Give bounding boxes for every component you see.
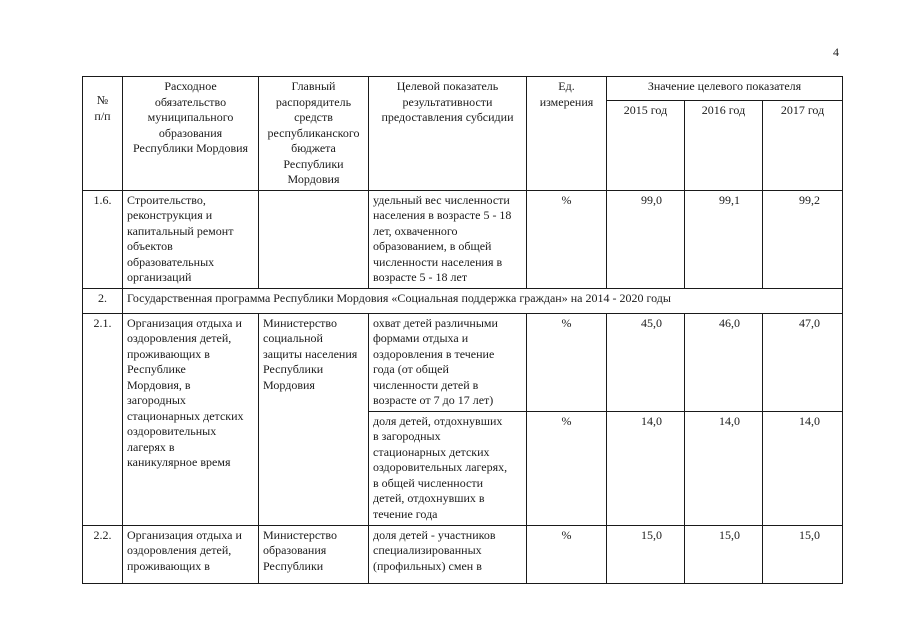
header-year-2016: 2016 год: [685, 101, 763, 190]
row-unit: %: [527, 190, 607, 288]
row-obligation-text: Строительство, реконструкция и капитальный ремонт объектов образовательных организаций: [127, 192, 234, 284]
row-manager: [259, 313, 369, 525]
row-value-2017: 15,0: [763, 525, 843, 583]
row-value-2017: 14,0: [763, 411, 843, 525]
row-indicator: [369, 313, 527, 411]
table-row-1-6: [83, 190, 843, 288]
header-obligation: [123, 77, 259, 191]
row-value-2017: 47,0: [763, 313, 843, 411]
row-value-2015: 99,0: [607, 190, 685, 288]
row-obligation-text: Организация отдыха и оздоровления детей, проживающих в Республике Мордовия, в загородных стационарных детских оздоровительных лагерях в каникулярное время: [127, 315, 244, 469]
header-indicator-text: Целевой показатель результативности предоставления субсидии: [381, 79, 514, 124]
header-manager-text: Главный распорядитель средств республиканского бюджета Республики Мордовия: [267, 79, 360, 186]
section-row-2: [83, 288, 843, 313]
row-unit: %: [527, 411, 607, 525]
header-indicator: [369, 77, 527, 191]
row-unit: %: [527, 313, 607, 411]
page-number: 4: [833, 45, 839, 59]
row-num: 2.2.: [83, 525, 123, 583]
row-indicator-text: доля детей, отдохнувших в загородных стационарных детских оздоровительных лагерях, в общей численности детей, отдохнувших в течение года: [373, 413, 508, 521]
target-indicators-table: [82, 76, 843, 584]
row-unit: %: [527, 525, 607, 583]
row-indicator-text: доля детей - участников специализированных (профильных) смен в: [373, 527, 496, 573]
row-indicator: [369, 190, 527, 288]
header-obligation-text: Расходное обязательство муниципального образования Республики Мордовия: [132, 79, 249, 155]
row-value-2015: 14,0: [607, 411, 685, 525]
row-num: 1.6.: [83, 190, 123, 288]
row-value-2016: 46,0: [685, 313, 763, 411]
row-indicator-text: охват детей различными формами отдыха и оздоровления в течение года (от общей численности детей в возрасте от 7 до 17 лет): [373, 315, 498, 407]
section-title: Государственная программа Республики Мордовия «Социальная поддержка граждан» на 2014 - 2020 годы: [123, 288, 843, 313]
header-num: [83, 77, 123, 191]
header-num-text: № п/п: [94, 93, 111, 123]
table-row-2-2: [83, 525, 843, 583]
row-indicator-text: удельный вес численности населения в возрасте 5 - 18 лет, охваченного образованием, в общей численности населения в возрасте 5 - 18 лет: [373, 192, 512, 284]
header-value-group: [607, 77, 843, 101]
row-obligation: [123, 525, 259, 583]
row-manager-text: Министерство образования Республики: [263, 527, 337, 573]
row-value-2016: 15,0: [685, 525, 763, 583]
row-value-2015: 15,0: [607, 525, 685, 583]
header-year-2017: 2017 год: [763, 101, 843, 190]
row-num: 2.1.: [83, 313, 123, 525]
row-obligation: [123, 313, 259, 525]
row-indicator: [369, 411, 527, 525]
row-obligation-text: Организация отдыха и оздоровления детей, проживающих в: [127, 527, 242, 573]
header-unit-text: Ед. измерения: [539, 79, 594, 109]
row-obligation: [123, 190, 259, 288]
row-manager: [259, 190, 369, 288]
row-manager-text: Министерство социальной защиты населения Республики Мордовия: [263, 315, 358, 392]
row-manager: [259, 525, 369, 583]
header-value-group-text: Значение целевого показателя: [647, 79, 802, 93]
row-value-2017: 99,2: [763, 190, 843, 288]
row-value-2016: 99,1: [685, 190, 763, 288]
row-indicator: [369, 525, 527, 583]
header-row-1: [83, 77, 843, 101]
table-row-2-1a: [83, 313, 843, 411]
row-value-2015: 45,0: [607, 313, 685, 411]
header-manager: [259, 77, 369, 191]
section-num: 2.: [83, 288, 123, 313]
header-unit: [527, 77, 607, 191]
header-year-2015: 2015 год: [607, 101, 685, 190]
row-value-2016: 14,0: [685, 411, 763, 525]
